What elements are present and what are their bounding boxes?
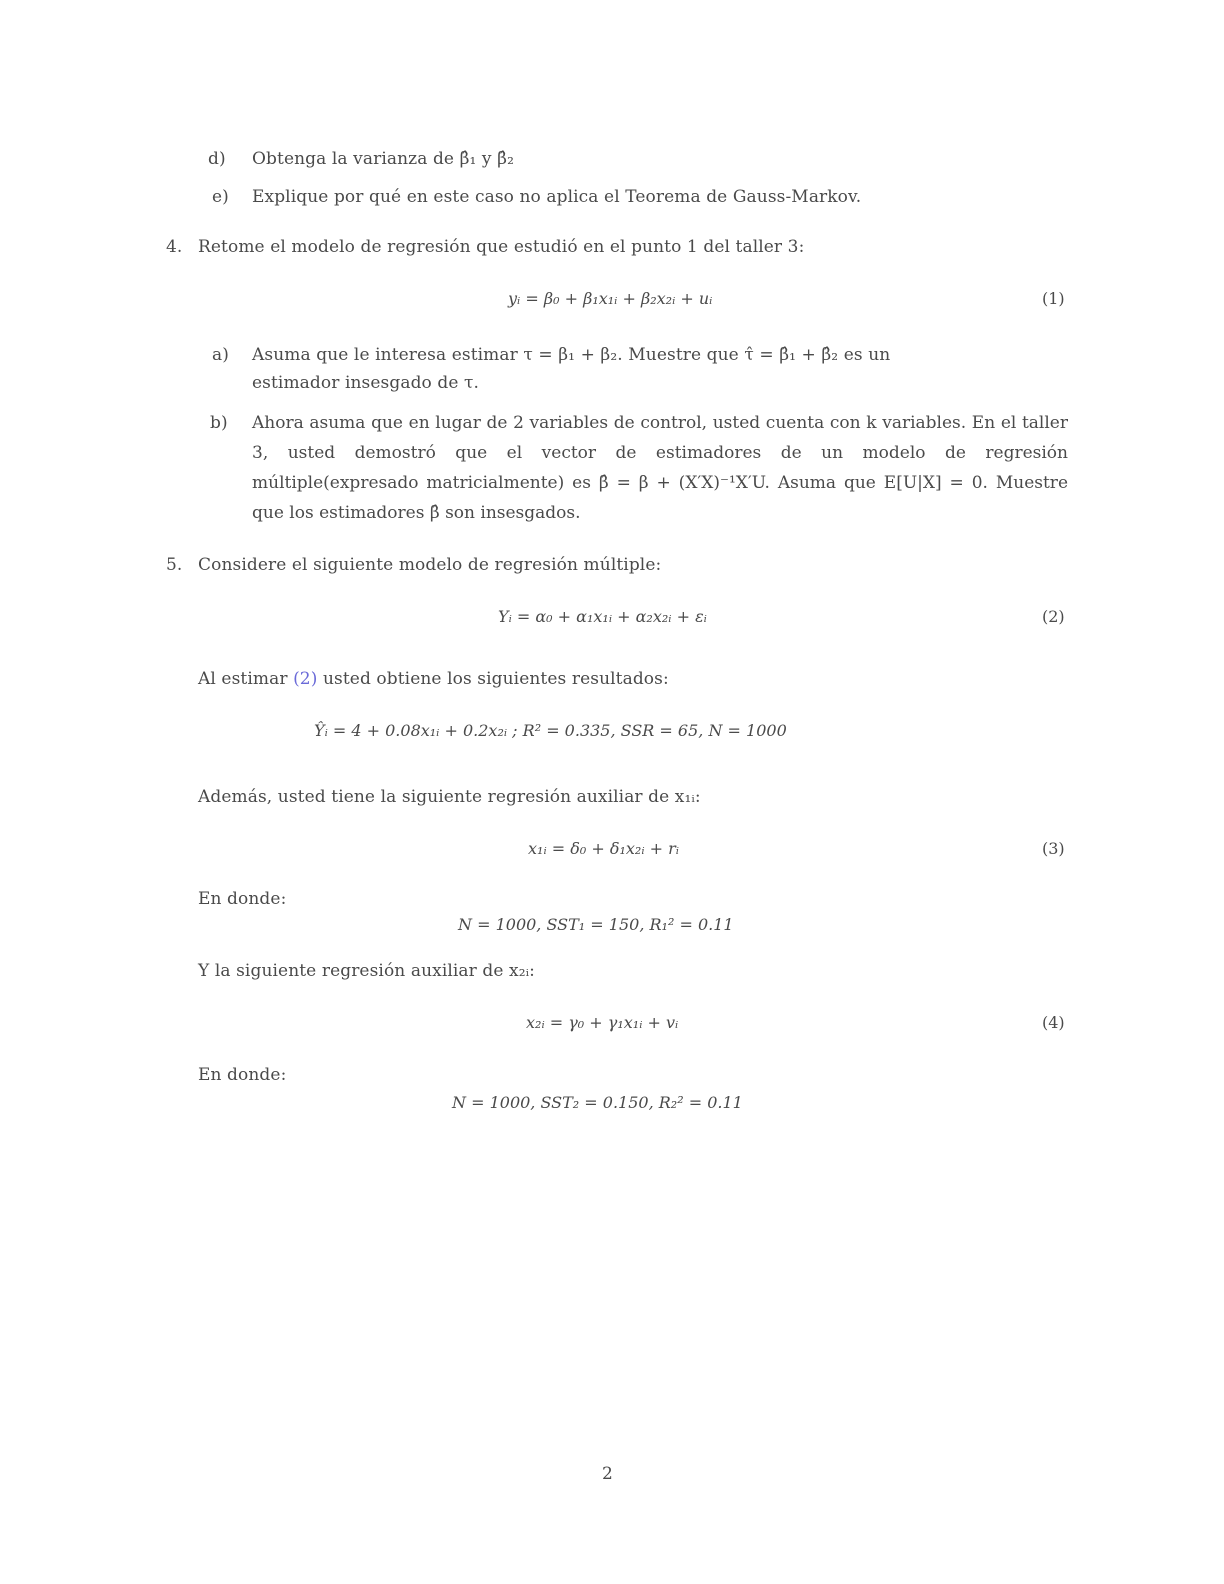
equation-2: Yᵢ = α₀ + α₁x₁ᵢ + α₂x₂ᵢ + εᵢ [498, 607, 707, 626]
paragraph-auxiliary-2: Y la siguiente regresión auxiliar de x₂ᵢ: [198, 961, 535, 981]
paragraph-estimation [198, 668, 669, 690]
equation-1-number: (1) [1042, 289, 1065, 308]
equation-3-number: (3) [1042, 839, 1065, 858]
auxiliary-results-1: N = 1000, SST₁ = 150, R₁² = 0.11 [458, 915, 734, 934]
item-b-label: b) [210, 413, 228, 433]
en-donde-label-2: En donde: [198, 1065, 287, 1085]
equation-4-number: (4) [1042, 1013, 1065, 1032]
paragraph-auxiliary-1: Además, usted tiene la siguiente regresión auxiliar de x₁ᵢ: [198, 787, 701, 807]
question-5-text: Considere el siguiente modelo de regresión múltiple: [198, 555, 662, 575]
question-5-number: 5. [166, 555, 183, 575]
equation-reference-link[interactable]: (2) [293, 669, 318, 689]
estimation-results: Ŷᵢ = 4 + 0.08x₁ᵢ + 0.2x₂ᵢ ; R² = 0.335, SSR = 65, N = 1000 [314, 721, 787, 740]
equation-3: x₁ᵢ = δ₀ + δ₁x₂ᵢ + rᵢ [528, 839, 680, 858]
item-d-label: d) [208, 149, 226, 169]
item-e-label: e) [212, 187, 229, 207]
item-a-label: a) [212, 345, 229, 365]
item-b-text: Ahora asuma que en lugar de 2 variables de control, usted cuenta con k variables. En el taller 3, usted demostró que el vector de estimadores de un modelo de regresión múltiple(expresado matricialmente) es β̂ = β + (X′X)⁻¹X′U. Asuma que E[U|X] = 0. Muestre que los estimadores β̂ son insesgados. [252, 413, 1068, 523]
item-e-text: Explique por qué en este caso no aplica el Teorema de Gauss-Markov. [252, 187, 862, 207]
item-a-text-line-1: Asuma que le interesa estimar τ = β₁ + β₂. Muestre que τ̂ = β̂₁ + β̂₂ es un [252, 345, 891, 365]
en-donde-label-1: En donde: [198, 889, 287, 909]
equation-4: x₂ᵢ = γ₀ + γ₁x₁ᵢ + vᵢ [526, 1013, 679, 1032]
paragraph-estimation-tail: usted obtiene los siguientes resultados: [322, 669, 669, 689]
page-number: 2 [602, 1464, 613, 1484]
question-4-number: 4. [166, 237, 183, 257]
item-d-text: Obtenga la varianza de β̂₁ y β̂₂ [252, 149, 514, 169]
paragraph-estimation-lead: Al estimar [198, 669, 288, 689]
item-a-text-line-2: estimador insesgado de τ. [252, 373, 480, 393]
question-4-text: Retome el modelo de regresión que estudió en el punto 1 del taller 3: [198, 237, 805, 257]
auxiliary-results-2: N = 1000, SST₂ = 0.150, R₂² = 0.11 [452, 1093, 743, 1112]
equation-1: yᵢ = β₀ + β₁x₁ᵢ + β₂x₂ᵢ + uᵢ [508, 289, 713, 308]
equation-2-number: (2) [1042, 607, 1065, 626]
